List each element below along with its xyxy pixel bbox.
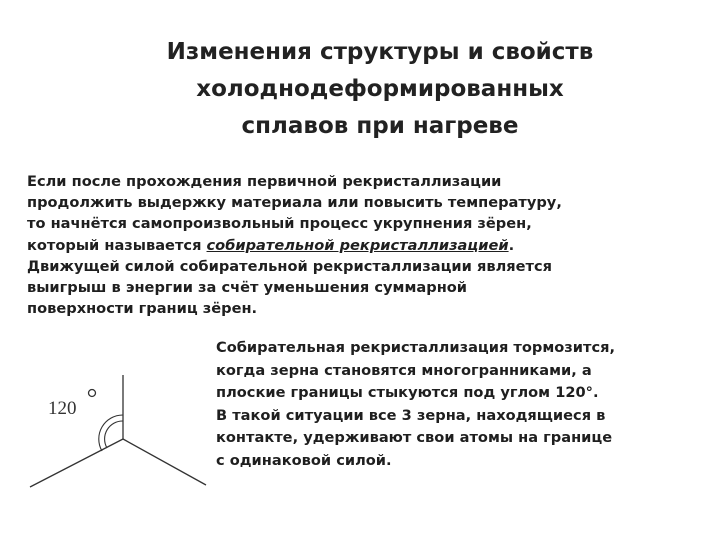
paragraph-line: Движущей силой собирательной рекристаллизации является bbox=[27, 257, 553, 275]
term-collective-recrystallization: собирательной рекристаллизацией bbox=[206, 236, 509, 254]
grain-boundary-lower-right bbox=[123, 439, 206, 485]
paragraph-line: поверхности границ зёрен. bbox=[27, 300, 258, 318]
paragraph-line: когда зерна становятся многогранниками, а bbox=[216, 361, 592, 379]
paragraph-line: то начнётся самопроизвольный процесс укрупнения зёрен, bbox=[27, 215, 532, 233]
paragraph-text: который называется bbox=[27, 236, 207, 254]
triple-junction-diagram bbox=[28, 375, 208, 500]
paragraph-line: В такой ситуации все 3 зерна, находящиеся в bbox=[216, 406, 606, 424]
intro-paragraph bbox=[27, 171, 707, 319]
title-line-1: Изменения структуры и свойств bbox=[166, 39, 594, 65]
paragraph-text: . bbox=[508, 236, 515, 254]
paragraph-line: Если после прохождения первичной рекристаллизации bbox=[27, 173, 502, 190]
grain-boundary-paragraph bbox=[216, 337, 716, 472]
title-line-3: сплавов при нагреве bbox=[241, 113, 519, 139]
page-title bbox=[100, 34, 660, 145]
title-line-2: холоднодеформированных bbox=[196, 76, 564, 102]
grain-boundary-lower-left bbox=[30, 439, 123, 487]
angle-value: 120 bbox=[48, 398, 77, 419]
paragraph-line: контакте, удерживают свои атомы на границе bbox=[216, 429, 613, 446]
paragraph-line-with-term bbox=[27, 235, 707, 256]
paragraph-line: плоские границы стыкуются под углом 120°. bbox=[216, 384, 599, 401]
paragraph-line: с одинаковой силой. bbox=[216, 451, 392, 469]
degree-symbol bbox=[89, 390, 96, 397]
paragraph-line: выигрыш в энергии за счёт уменьшения суммарной bbox=[27, 279, 468, 297]
paragraph-line: продолжить выдержку материала или повысить температуру, bbox=[27, 194, 562, 212]
paragraph-line: Собирательная рекристаллизация тормозится, bbox=[216, 339, 616, 356]
